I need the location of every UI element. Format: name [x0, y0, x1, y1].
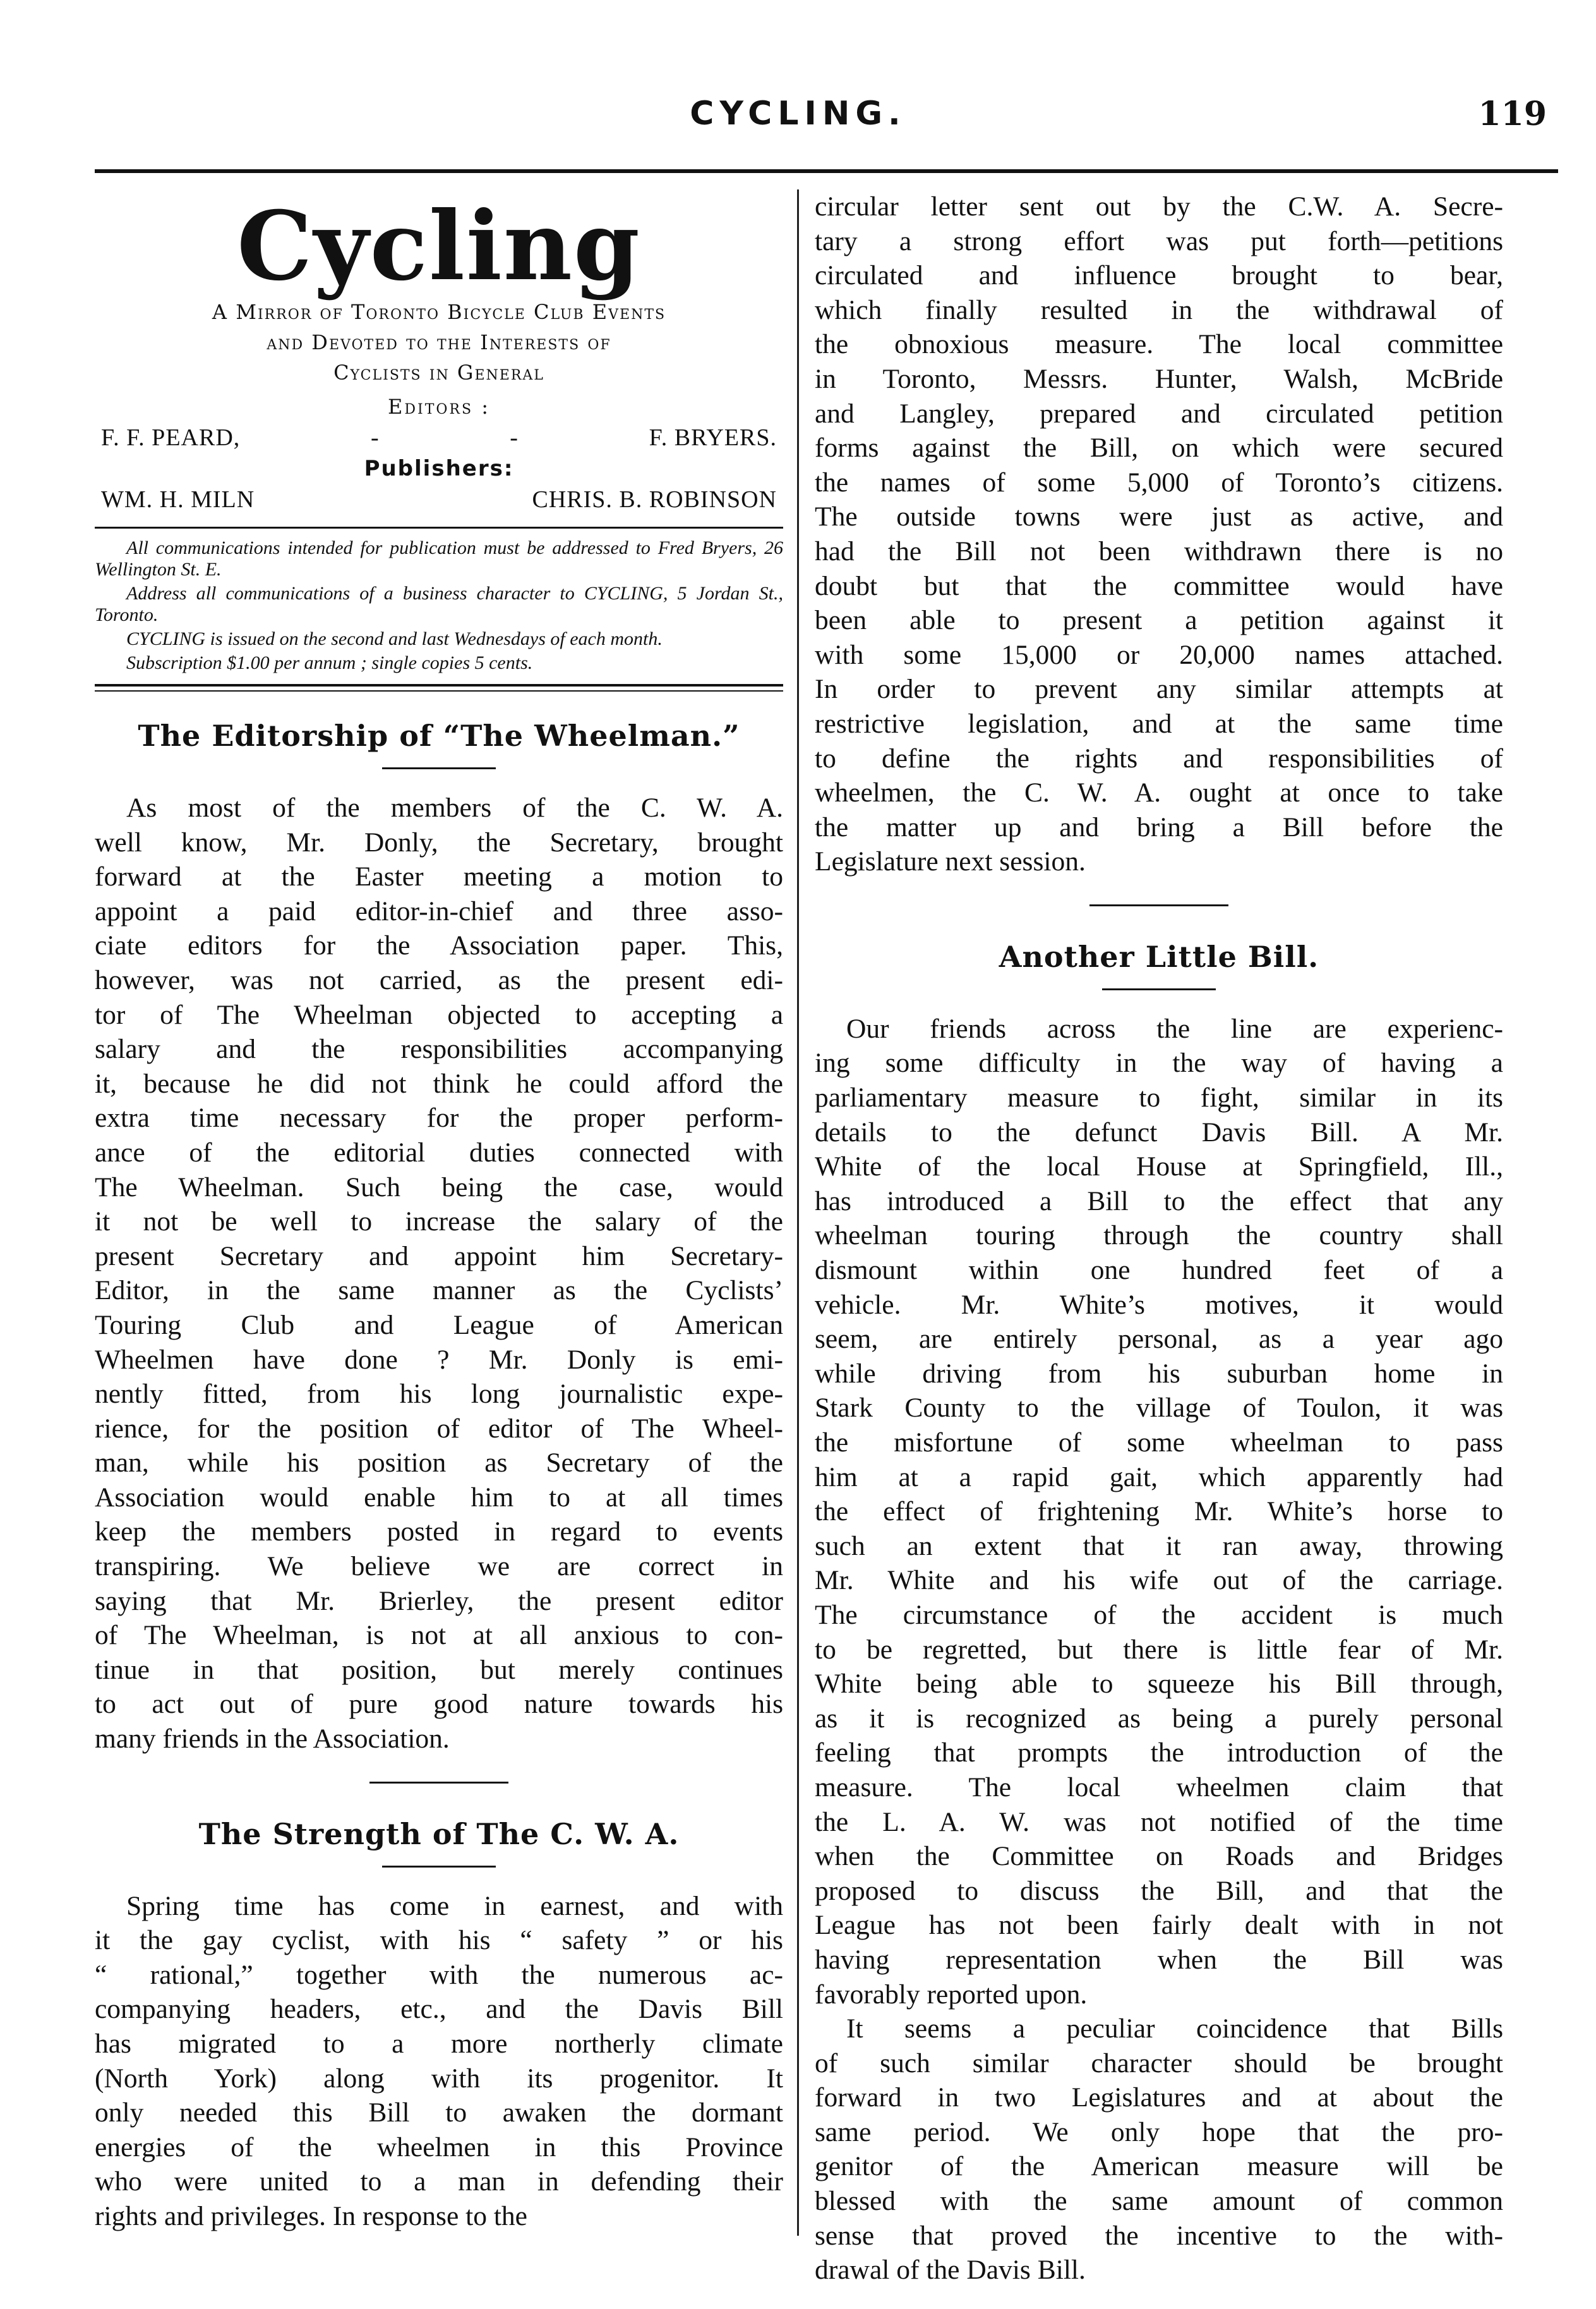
text-line: to define the rights and responsibilities of: [815, 743, 1503, 774]
text-line: which finally resulted in the withdrawal of: [815, 294, 1503, 325]
text-line: parliamentary measure to fight, similar in its: [815, 1083, 1503, 1113]
text-line: Legislature next session.: [815, 846, 1086, 877]
publishers-row: [95, 484, 783, 515]
text-line: details to the defunct Davis Bill. A Mr.: [815, 1117, 1503, 1148]
masthead-title: Cycling: [237, 191, 641, 302]
text-line: tor of The Wheelman objected to accepting a: [95, 999, 783, 1030]
article-body: [815, 2012, 1503, 2288]
publisher-name: WM. H. MILN: [101, 486, 255, 513]
text-line: of such similar character should be brought: [815, 2048, 1503, 2078]
text-line: League has not been fairly dealt with in not: [815, 1910, 1503, 1941]
text-line: has introduced a Bill to the effect that any: [815, 1185, 1503, 1216]
editor-name: F. F. PEARD,: [101, 424, 241, 451]
text-line: measure. The local wheelmen claim that: [815, 1772, 1503, 1802]
article-body: [815, 189, 1503, 879]
notice-text: Subscription $1.00 per annum ; single copies 5 cents.: [126, 652, 533, 673]
text-line: while driving from his suburban home in: [815, 1358, 1503, 1389]
publisher-name: CHRIS. B. ROBINSON: [532, 486, 777, 513]
editors-row: [95, 422, 783, 453]
article-body: [95, 791, 783, 1756]
article-headline: The Strength of The C. W. A.: [198, 1816, 680, 1851]
headline-rule: [382, 767, 496, 769]
article-body: [815, 1012, 1503, 2012]
text-line: tinue in that position, but merely continues: [95, 1654, 783, 1685]
notice-text: All communications intended for publication must be addressed to Fred Bryers, 26 Wellington St. E.: [95, 537, 783, 580]
text-line: Our friends across the line are experienc-: [846, 1013, 1503, 1044]
editor-name: F. BRYERS.: [649, 424, 777, 451]
text-line: ciate editors for the Association paper. This,: [95, 930, 783, 961]
masthead: [95, 191, 783, 515]
text-line: sense that proved the incentive to the with-: [815, 2220, 1503, 2251]
article-body: [95, 1889, 783, 2234]
notice-rule: [95, 684, 783, 692]
text-line: drawal of the Davis Bill.: [815, 2255, 1086, 2286]
text-line: companying headers, etc., and the Davis Bill: [95, 1994, 783, 2025]
text-line: feeling that prompts the introduction of the: [815, 1737, 1503, 1768]
running-title: CYCLING.: [690, 95, 906, 133]
text-line: well know, Mr. Donly, the Secretary, brought: [95, 827, 783, 858]
text-line: extra time necessary for the proper perform-: [95, 1103, 783, 1134]
text-line: In order to prevent any similar attempts at: [815, 674, 1503, 705]
text-line: rights and privileges. In response to the: [95, 2200, 527, 2231]
column-divider: [797, 189, 799, 2236]
text-line: of The Wheelman, is not at all anxious to con-: [95, 1620, 783, 1651]
left-column: [95, 189, 783, 2234]
text-line: Touring Club and League of American: [95, 1309, 783, 1340]
text-line: transpiring. We believe we are correct in: [95, 1551, 783, 1582]
headline-rule: [382, 1866, 496, 1868]
text-line: The Wheelman. Such being the case, would: [95, 1172, 783, 1202]
text-line: forward at the Easter meeting a motion to: [95, 861, 783, 892]
text-line: it the gay cyclist, with his “ safety ” or his: [95, 1925, 783, 1956]
text-line: such an extent that it ran away, throwing: [815, 1530, 1503, 1561]
text-line: present Secretary and appoint him Secretary-: [95, 1240, 783, 1271]
text-line: to act out of pure good nature towards his: [95, 1689, 783, 1720]
text-line: only needed this Bill to awaken the dormant: [95, 2097, 783, 2128]
section-rule: [369, 1782, 508, 1784]
text-line: and Langley, prepared and circulated petition: [815, 398, 1503, 429]
text-line: it not be well to increase the salary of the: [95, 1206, 783, 1237]
text-line: Wheelmen have done ? Mr. Donly is emi-: [95, 1344, 783, 1375]
text-line: ing some difficulty in the way of having a: [815, 1048, 1503, 1079]
text-line: it, because he did not think he could afford the: [95, 1068, 783, 1099]
text-line: The circumstance of the accident is much: [815, 1599, 1503, 1630]
section-rule: [1089, 904, 1228, 906]
publishers-label: Publishers:: [364, 456, 514, 481]
separator-dash: -: [370, 424, 380, 451]
publication-notices: [95, 537, 783, 674]
text-line: proposed to discuss the Bill, and that the: [815, 1875, 1503, 1906]
page-number: 119: [1478, 95, 1547, 133]
text-line: appoint a paid editor-in-chief and three asso-: [95, 896, 783, 927]
article-headline: Another Little Bill.: [999, 939, 1319, 974]
text-line: to be regretted, but there is little fear of Mr.: [815, 1634, 1503, 1665]
right-column: [815, 189, 1503, 2288]
text-line: the names of some 5,000 of Toronto’s citizens.: [815, 467, 1503, 498]
text-line: with some 15,000 or 20,000 names attached.: [815, 639, 1503, 670]
text-line: many friends in the Association.: [95, 1724, 450, 1754]
masthead-subtitle-line: A Mirror of Toronto Bicycle Club Events: [212, 300, 666, 324]
text-line: Association would enable him to at all times: [95, 1482, 783, 1513]
text-line: rience, for the position of editor of The Wheel-: [95, 1413, 783, 1444]
text-line: been able to present a petition against it: [815, 605, 1503, 636]
notice-text: CYCLING is issued on the second and last Wednesdays of each month.: [126, 628, 663, 649]
text-line: dismount within one hundred feet of a: [815, 1255, 1503, 1286]
text-line: who were united to a man in defending their: [95, 2166, 783, 2197]
masthead-rule: [95, 527, 783, 529]
headline-rule: [1102, 988, 1216, 990]
text-line: wheelman touring through the country shall: [815, 1220, 1503, 1251]
head-rule: [95, 169, 1558, 173]
text-line: Spring time has come in earnest, and with: [126, 1890, 783, 1921]
text-line: when the Committee on Roads and Bridges: [815, 1841, 1503, 1872]
text-line: Editor, in the same manner as the Cyclists’: [95, 1275, 783, 1306]
text-line: having representation when the Bill was: [815, 1944, 1503, 1975]
text-line: “ rational,” together with the numerous ac-: [95, 1959, 783, 1990]
text-line: has migrated to a more northerly climate: [95, 2029, 783, 2059]
text-line: doubt but that the committee would have: [815, 570, 1503, 601]
text-line: White being able to squeeze his Bill through,: [815, 1669, 1503, 1700]
text-line: the effect of frightening Mr. White’s horse to: [815, 1496, 1503, 1527]
text-line: circulated and influence brought to bear,: [815, 260, 1503, 291]
text-line: forms against the Bill, on which were secured: [815, 433, 1503, 464]
text-line: genitor of the American measure will be: [815, 2151, 1503, 2182]
text-line: tary a strong effort was put forth—petitions: [815, 225, 1503, 256]
text-line: the obnoxious measure. The local committee: [815, 329, 1503, 360]
separator-dash: -: [510, 424, 519, 451]
text-line: seem, are entirely personal, as a year ago: [815, 1324, 1503, 1355]
text-line: nently fitted, from his long journalistic expe-: [95, 1379, 783, 1410]
text-line: favorably reported upon.: [815, 1979, 1088, 2010]
text-line: Mr. White and his wife out of the carriage.: [815, 1565, 1503, 1596]
masthead-subtitle-line: Cyclists in General: [333, 361, 544, 385]
notice-text: Address all communications of a business character to CYCLING, 5 Jordan St., Toronto.: [95, 583, 783, 625]
text-line: however, was not carried, as the present edi-: [95, 964, 783, 995]
text-line: the matter up and bring a Bill before the: [815, 812, 1503, 843]
text-line: As most of the members of the C. W. A.: [126, 793, 783, 823]
text-line: vehicle. Mr. White’s motives, it would: [815, 1289, 1503, 1320]
text-line: restrictive legislation, and at the same time: [815, 708, 1503, 739]
text-line: saying that Mr. Brierley, the present editor: [95, 1585, 783, 1616]
text-line: circular letter sent out by the C.W. A. Secre-: [815, 191, 1503, 222]
text-line: had the Bill not been withdrawn there is no: [815, 536, 1503, 567]
text-line: ance of the editorial duties connected with: [95, 1137, 783, 1168]
text-line: energies of the wheelmen in this Province: [95, 2132, 783, 2162]
text-line: the L. A. W. was not notified of the time: [815, 1806, 1503, 1837]
text-line: forward in two Legislatures and at about the: [815, 2082, 1503, 2113]
text-line: White of the local House at Springfield, Ill.,: [815, 1151, 1503, 1182]
editors-label: Editors :: [388, 395, 490, 419]
text-line: the misfortune of some wheelman to pass: [815, 1427, 1503, 1458]
text-line: same period. We only hope that the pro-: [815, 2116, 1503, 2147]
masthead-subtitle-line: and Devoted to the Interests of: [267, 330, 611, 354]
running-head: [0, 95, 1596, 145]
text-line: keep the members posted in regard to events: [95, 1516, 783, 1547]
text-line: It seems a peculiar coincidence that Bills: [846, 2013, 1503, 2044]
text-line: as it is recognized as being a purely personal: [815, 1703, 1503, 1734]
text-line: in Toronto, Messrs. Hunter, Walsh, McBride: [815, 363, 1503, 394]
text-line: blessed with the same amount of common: [815, 2186, 1503, 2217]
text-line: (North York) along with its progenitor. It: [95, 2063, 783, 2094]
text-line: man, while his position as Secretary of the: [95, 1448, 783, 1478]
text-line: him at a rapid gait, which apparently had: [815, 1461, 1503, 1492]
text-line: wheelmen, the C. W. A. ought at once to take: [815, 777, 1503, 808]
article-headline: The Editorship of “The Wheelman.”: [138, 719, 740, 753]
text-line: Stark County to the village of Toulon, it was: [815, 1393, 1503, 1424]
text-line: The outside towns were just as active, and: [815, 501, 1503, 532]
text-line: salary and the responsibilities accompanying: [95, 1034, 783, 1065]
